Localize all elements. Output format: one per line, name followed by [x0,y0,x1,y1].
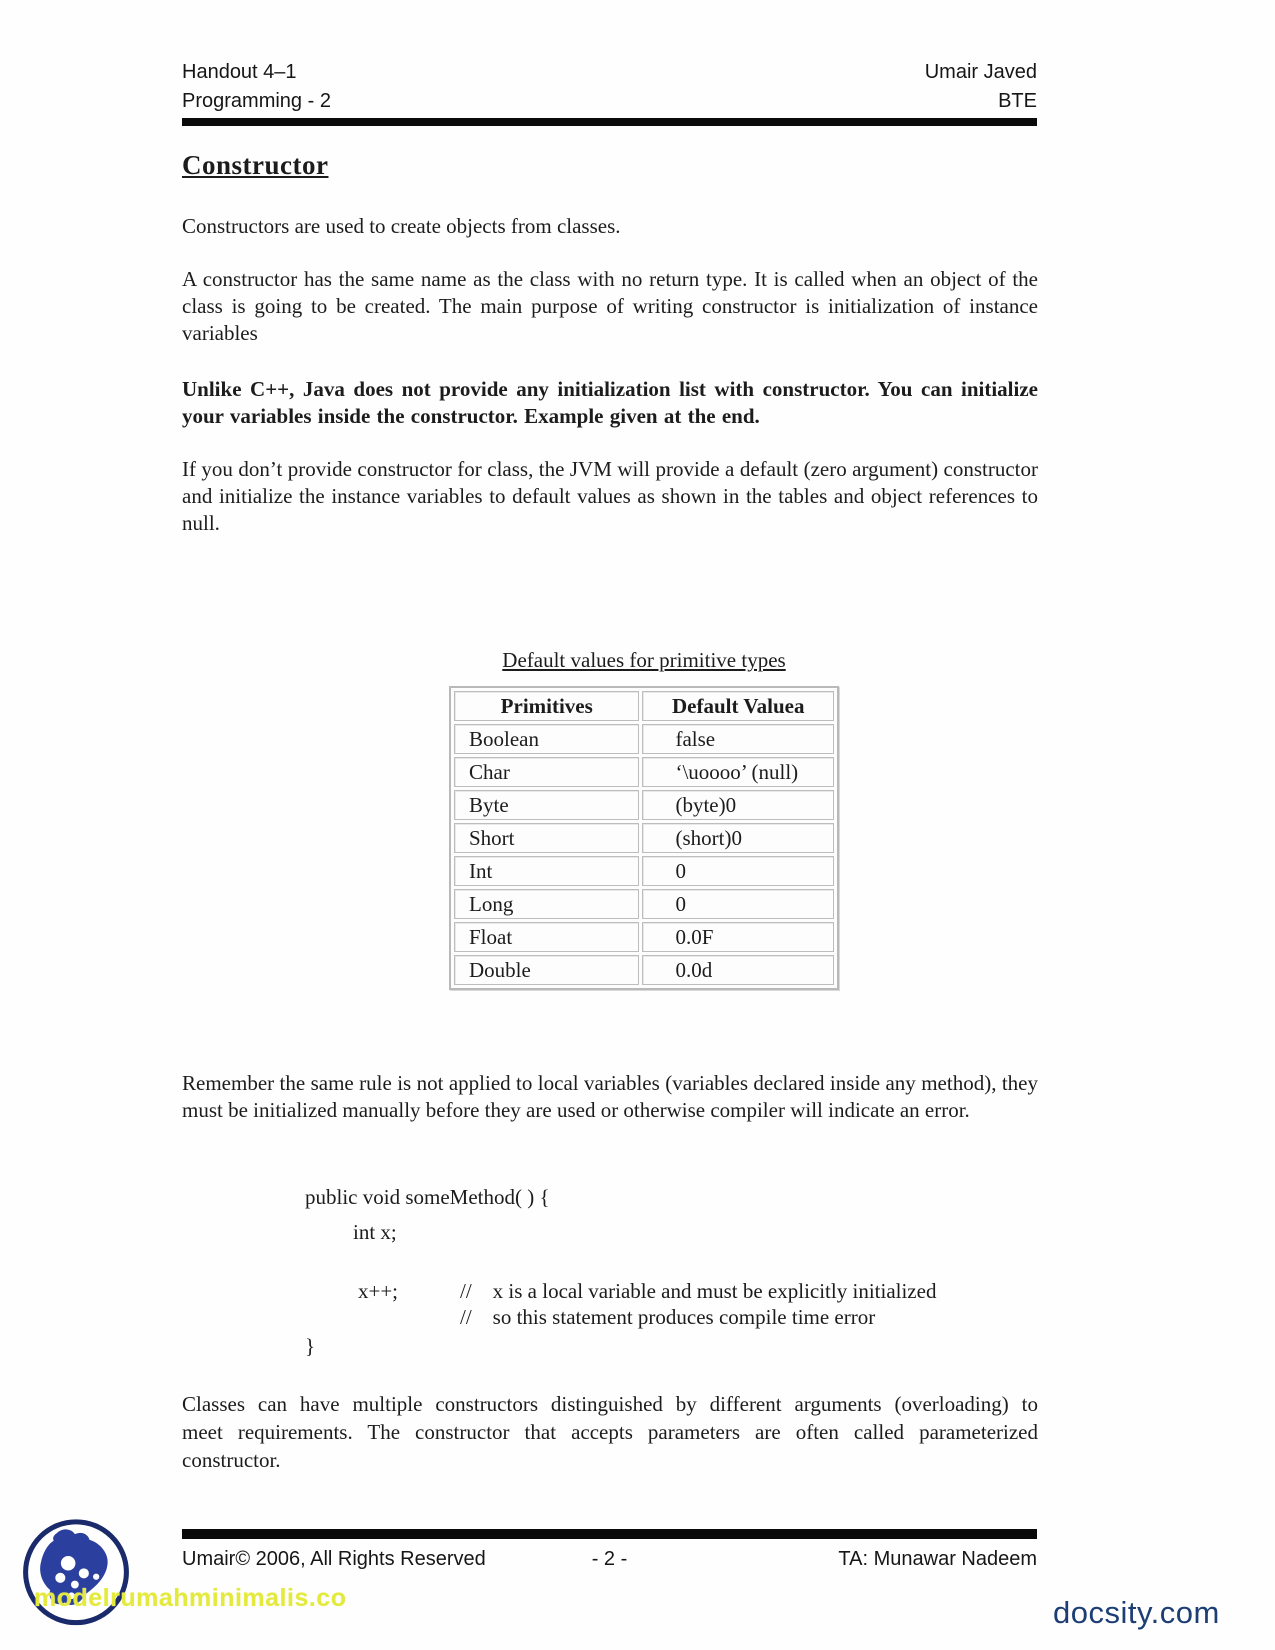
header-right [925,58,1037,116]
primitive-cell: Long [454,889,639,919]
code-line-method-signature: public void someMethod( ) { [305,1185,550,1209]
footer-rule [182,1529,1037,1539]
primitive-cell: Boolean [454,724,639,754]
column-header-primitives: Primitives [454,691,639,721]
code-comment-1: // x is a local variable and must be explicitly initialized [460,1279,937,1303]
page-title: Constructor [182,150,329,180]
column-header-default-value: Default Valuea [642,691,834,721]
table-caption: Default values for primitive types [502,648,786,672]
value-cell: ‘\uoooo’ (null) [642,757,834,787]
code-line-statement [305,1278,1045,1304]
paragraph-definition: A constructor has the same name as the class with no return type. It is called when an object of the class is going to be created. The main purpose of writing constructor is initialization of instance variables [182,267,1038,345]
table-row [454,922,834,952]
code-comment-2: // so this statement produces compile time error [460,1305,876,1329]
paragraph-intro: Constructors are used to create objects from classes. [182,214,621,238]
table-row [454,889,834,919]
page-footer [182,1548,1037,1571]
header-handout-line: Handout 4–1 [182,61,297,83]
table-row [454,955,834,985]
code-block [305,1184,1045,1359]
header-author-line: Umair Javed [924,61,1037,83]
header-rule [182,118,1037,126]
footer-ta: TA: Munawar Nadeem [838,1548,1037,1570]
code-line-declaration: int x; [353,1220,397,1244]
table-row [454,856,834,886]
value-cell: 0 [642,856,834,886]
watermark-site-text: modelrumahminimalis.co [34,1584,347,1612]
footer-page-number: - 2 - [591,1548,628,1570]
value-cell: (byte)0 [642,790,834,820]
value-cell: false [642,724,834,754]
primitive-defaults-table [449,686,839,990]
table-header-row [454,691,834,721]
defaults-table-block [449,648,839,990]
table-row [454,724,834,754]
primitive-cell: Int [454,856,639,886]
value-cell: (short)0 [642,823,834,853]
docsity-watermark: docsity.com [1053,1595,1220,1630]
footer-copyright: Umair© 2006, All Rights Reserved [182,1548,486,1570]
header-org-line: BTE [998,90,1037,112]
table-row [454,823,834,853]
header-course-line: Programming - 2 [182,90,331,112]
paragraph-local-variables: Remember the same rule is not applied to local variables (variables declared inside any method), they must be initialized manually before they are used or otherwise compiler will indicate an error. [182,1071,1038,1122]
primitive-cell: Short [454,823,639,853]
code-statement: x++; [358,1279,399,1303]
primitive-cell: Byte [454,790,639,820]
primitive-cell: Char [454,757,639,787]
paragraph-overloading: Classes can have multiple constructors distinguished by different arguments (overloading) to meet requirements. The constructor that accepts parameters are often called parameterized constructor. [182,1392,1038,1472]
paragraph-bold-note: Unlike C++, Java does not provide any initialization list with constructor. You can initialize your variables inside the constructor. Example given at the end. [182,377,1038,428]
header-left [182,58,331,116]
paragraph-default-constructor: If you don’t provide constructor for class, the JVM will provide a default (zero argument) constructor and initialize the instance variables to default values as shown in the tables and object references to null. [182,457,1038,535]
value-cell: 0.0F [642,922,834,952]
code-closing-brace: } [305,1334,316,1358]
table-row [454,757,834,787]
primitive-cell: Double [454,955,639,985]
value-cell: 0.0d [642,955,834,985]
table-row [454,790,834,820]
primitive-cell: Float [454,922,639,952]
value-cell: 0 [642,889,834,919]
page-header [182,58,1037,116]
